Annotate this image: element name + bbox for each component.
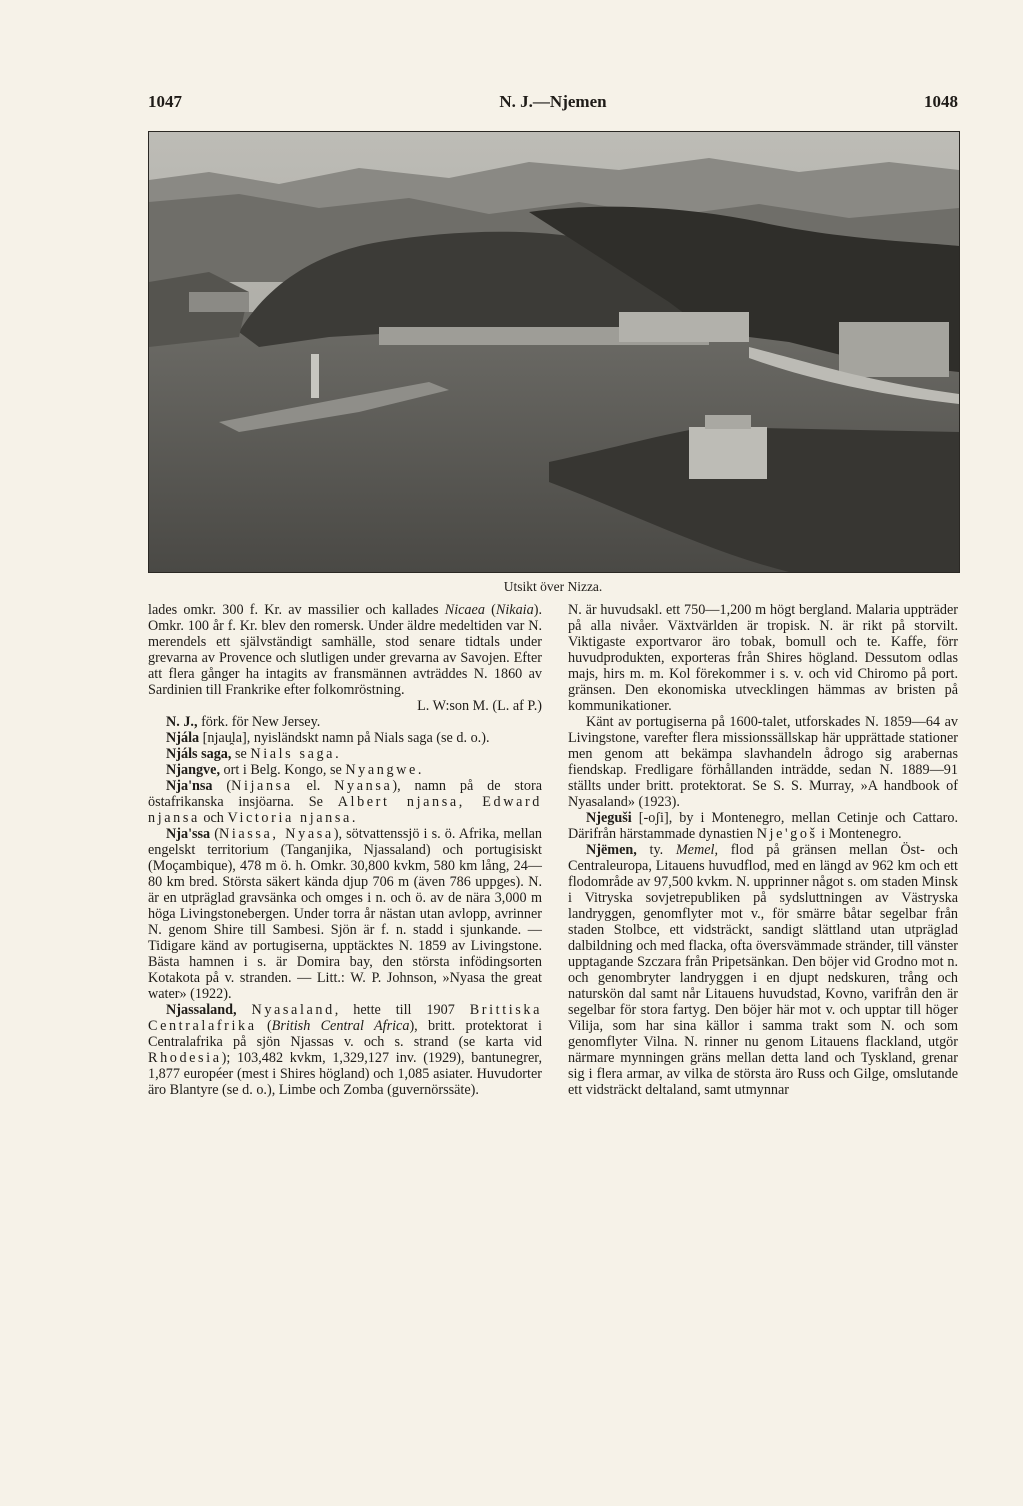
entry-njassa: Nja'ssa (Niassa, Nyasa), sötvattenssjö i s. ö. Afrika, mellan engelskt territorium (Tanganjika, Njassaland) och portugisiskt (Moçambique), 478 m ö. h. Omkr. 30,800 kvkm, 580 km lång, 24—80 km bred. Största säkert kända djup 706 m (även 786 uppges). N. är en utpräglad gravsänka och omges i n. och ö. av de nära 3,000 m höga Livingstonebergen. Under torra år nästan utan avlopp, avrinner N. genom Shire till Sambesi. Sjön är f. n. stadd i sjunkande. — Tidigare känd av portugiserna, upptäcktes N. 1859 av Livingstone. Bästa hamnen i s. är Domira bay, den största infödingsorten Kotakota på v. stranden. — Litt.: W. P. Johnson, »Nyasa the great water» (1922).: [148, 826, 542, 1002]
njassaland-history: Känt av portugiserna på 1600-talet, utforskades N. 1859—64 av Livingstone, varefter flera missionssällskap här upprättade stationer men genom att bekämpa slavhandeln ådrogo sig arabernas fiendskap. Fredligare förhållanden inträdde, sedan N. 1889—91 ställts under britt. protektorat. Se S. S. Murray, »A handbook of Nyasaland» (1923).: [568, 714, 958, 810]
nice-harbor-photo: [148, 131, 960, 573]
page-header: [148, 92, 958, 116]
left-page-number: 1047: [148, 92, 182, 111]
entry-njangve: Njangve, ort i Belg. Kongo, se Nyangwe.: [166, 762, 425, 778]
photo-illustration: [149, 132, 959, 572]
left-column: [148, 602, 542, 1098]
entry-njansa: Nja'nsa (Nijansa el. Nyansa), namn på de stora östafrikanska insjöarna. Se Albert njansa, Edward njansa och Victoria njansa.: [148, 778, 542, 826]
article-nizza-continued: lades omkr. 300 f. Kr. av massilier och kallades Nicaea (Nikaia). Omkr. 100 år f. Kr. blev den romersk. Under äldre medeltiden var N. merendels ett självständigt samhälle, stod senare tidtals under grevarna av Provence och slutligen under grevarna av Savojen. Efter att flera gånger ha intagits av fransmännen avträddes N. 1860 av Sardinien till Frankrike efter folkomröstning.: [148, 602, 542, 698]
entry-njals-saga: Njáls saga, se Nials saga.: [166, 746, 342, 762]
right-page-number: 1048: [924, 92, 958, 111]
entry-njassaland: Njassaland, Nyasaland, hette till 1907 Brittiska Centralafrika (British Central Africa), britt. protektorat i Centralafrika på sjön Njassas v. och s. strand (se karta vid Rhodesia); 103,482 kvkm, 1,329,127 inv. (1929), bantunegrer, 1,877 européer (mest i Shires högland) och 1,085 asiater. Huvudorter äro Blantyre (se d. o.), Limbe och Zomba (guvernörssäte).: [148, 1002, 542, 1098]
figure-caption: Utsikt över Nizza.: [503, 579, 603, 594]
right-column: [568, 602, 958, 1098]
entry-njegusi: Njeguši [-oʃi], by i Montenegro, mellan Cetinje och Cattaro. Därifrån härstammade dynastien Nje'goš i Montenegro.: [568, 810, 958, 842]
entry-njemen: Njëmen, ty. Memel, flod på gränsen mellan Öst- och Centraleuropa, Litauens huvudflod, med en längd av 962 km och ett flodområde av 97,500 kvkm. N. upprinner något s. om staden Minsk i Vitryska sovjetrepubliken på sydsluttningen av Västryska landryggen, genomflyter mot v., för smärre båtar segelbar från staden Stolbce, ett vidsträckt, sandigt slättland utan utpräglad dalbildning och med flacka, ofta översvämmade stränder, till vänster upptagande Szczara från Pripetsänkan. Den böjer vid Grodno mot n. och genombryter landryggen i en djupt nedskuren, trång och naturskön dal samt når Litauens huvudstad, Kovno, varifrån den är segelbar för stora fartyg. Den böjer här mot v. och upptar till höger Vilija, som har sina källor i samma trakt som N. och som genomflyter Vilna. N. rinner nu genom Litauens flackland, utgör närmare mynningen gräns mellan detta land och Tyskland, grenar sig i flera armar, av vilka de största äro Russ och Gilge, omslutande ett vidsträckt deltaland, samt utmynnar: [568, 842, 958, 1098]
running-title: N. J.—Njemen: [499, 92, 607, 111]
njassaland-geography: N. är huvudsakl. ett 750—1,200 m högt bergland. Malaria uppträder på alla nivåer. Växtvärlden är tropisk. N. är rikt på storvilt. Viktigaste exportvaror äro tobak, bomull och te. Kaffe, förr huvudprodukten, exporteras från Shires högland. Dessutom odlas majs, hirs m. m. Kol förekommer i s. v. och vid Chiromo på port. gränsen. Den ekonomiska utvecklingen hämmas av bristen på kommunikationer.: [568, 602, 958, 714]
entry-njala: Njála [njau̯la], nyisländskt namn på Nials saga (se d. o.).: [166, 730, 490, 746]
entry-nj: N. J., förk. för New Jersey.: [166, 714, 321, 730]
signature: L. W:son M. (L. af P.): [417, 698, 542, 714]
